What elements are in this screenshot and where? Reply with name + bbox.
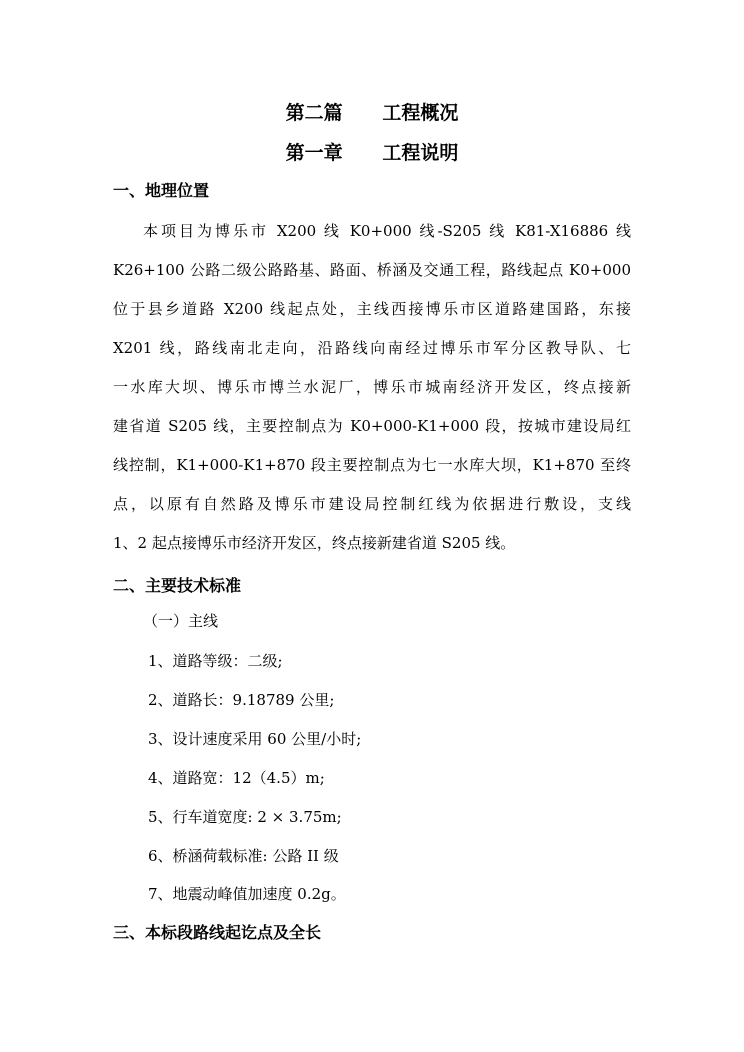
paragraph-line: K26+100 公路二级公路路基、路面、桥涵及交通工程，路线起点 K0+000: [113, 261, 631, 279]
chapter-title: 第一章 工程说明: [285, 142, 459, 164]
paragraph-line: 线控制，K1+000-K1+870 段主要控制点为七一水库大坝，K1+870 至终: [113, 456, 631, 474]
paragraph-line: 建省道 S205 线，主要控制点为 K0+000-K1+000 段，按城市建设局红: [113, 417, 631, 435]
section-heading-start-end: 三、本标段路线起讫点及全长: [113, 923, 322, 942]
list-item: 6、桥涵荷载标准: 公路 II 级: [148, 847, 339, 865]
paragraph-line: 一水库大坝、博乐市博兰水泥厂，博乐市城南经济开发区，终点接新: [113, 378, 631, 396]
list-item: 2、道路长：9.18789 公里;: [148, 691, 335, 709]
list-item: 3、设计速度采用 60 公里/小时;: [148, 730, 362, 748]
paragraph-line: 1、2 起点接博乐市经济开发区，终点接新建省道 S205 线。: [113, 534, 516, 552]
section-heading-location: 一、地理位置: [113, 181, 210, 200]
paragraph-line: 位于县乡道路 X200 线起点处，主线西接博乐市区道路建国路，东接: [113, 300, 631, 318]
part-title: 第二篇 工程概况: [285, 102, 459, 124]
list-item: 1、道路等级：二级;: [148, 652, 283, 670]
paragraph-line: 点，以原有自然路及博乐市建设局控制红线为依据进行敷设，支线: [113, 495, 631, 513]
list-item: 4、道路宽：12（4.5）m;: [148, 769, 325, 787]
paragraph-line: X201 线，路线南北走向，沿路线向南经过博乐市军分区教导队、七: [113, 339, 631, 357]
section-heading-tech-standards: 二、主要技术标准: [113, 576, 242, 595]
list-item: 7、地震动峰值加速度 0.2g。: [148, 885, 346, 903]
list-item: 5、行车道宽度: 2 × 3.75m;: [148, 808, 342, 826]
subheading-main-line: （一）主线: [143, 612, 219, 630]
paragraph-line: 本项目为博乐市 X200 线 K0+000 线-S205 线 K81-X16886 线: [143, 222, 631, 240]
